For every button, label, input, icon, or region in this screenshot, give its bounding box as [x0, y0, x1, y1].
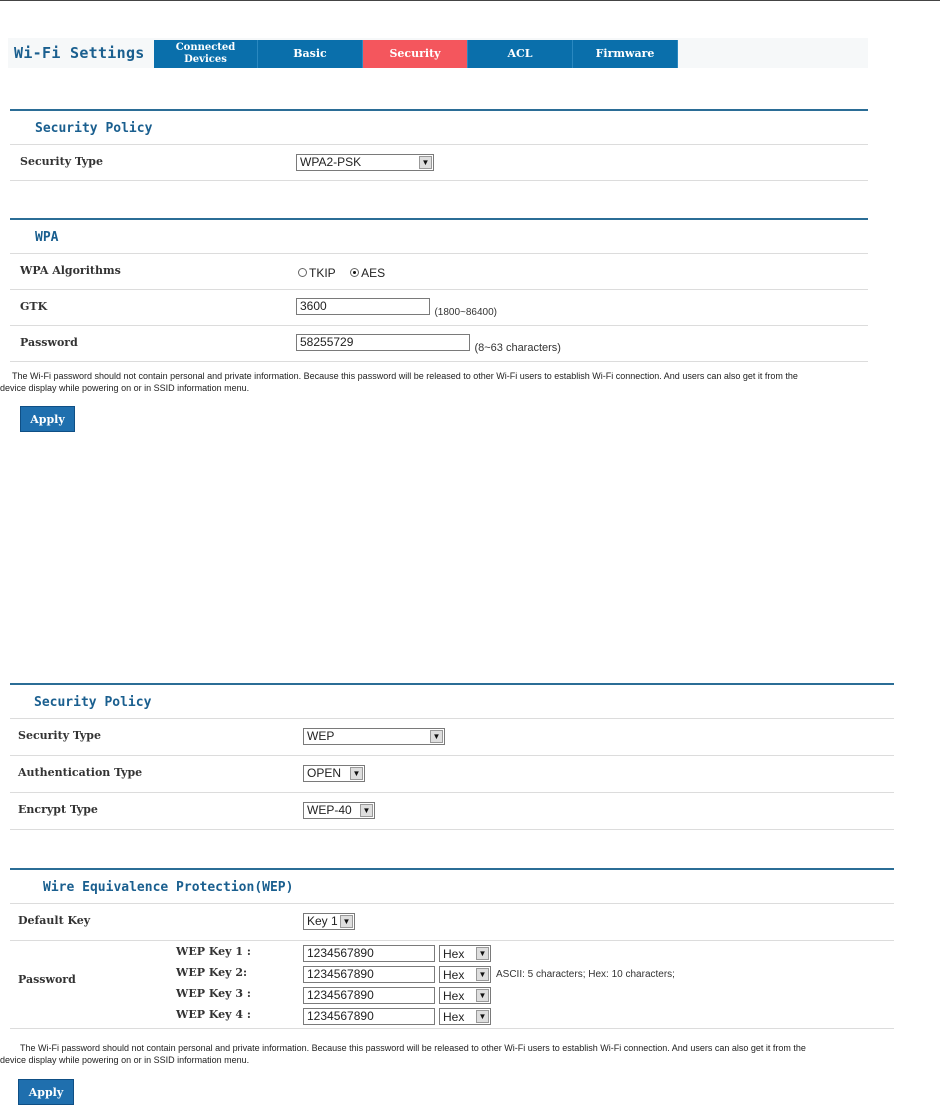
security-type-select[interactable]: WPA2-PSK ▼: [296, 154, 434, 171]
security-type-row: [10, 145, 868, 181]
wep-key-2-format-select[interactable]: Hex ▼: [439, 966, 491, 983]
wep-password-row: [10, 941, 894, 1029]
chevron-down-icon: ▼: [430, 730, 443, 743]
default-key-row: [10, 904, 894, 941]
tab-acl[interactable]: ACL: [468, 40, 573, 68]
wep-key-3-input[interactable]: 1234567890: [303, 987, 435, 1004]
aes-label: AES: [361, 265, 386, 280]
gtk-hint: (1800~86400): [434, 307, 498, 318]
encrypt-type-select[interactable]: WEP-40 ▼: [303, 802, 375, 819]
apply-button[interactable]: Apply: [20, 406, 75, 432]
security-policy-section: [10, 109, 868, 181]
security-policy-section: [10, 683, 894, 830]
password-row: [10, 326, 868, 362]
wep-key-1-input[interactable]: 1234567890: [303, 945, 435, 962]
chevron-down-icon: ▼: [419, 156, 432, 169]
tab-firmware[interactable]: Firmware: [573, 40, 678, 68]
tab-security[interactable]: Security: [363, 40, 468, 68]
section-title: Wire Equivalence Protection(WEP): [10, 868, 894, 904]
wep-key-1-format-select[interactable]: Hex ▼: [439, 945, 491, 962]
tab-basic[interactable]: Basic: [258, 40, 363, 68]
wep-key-1-label: WEP Key 1 :: [176, 945, 251, 958]
wep-section: [10, 868, 894, 1029]
wep-key-4-input[interactable]: 1234567890: [303, 1008, 435, 1025]
default-key-label: Default Key: [18, 914, 91, 927]
security-type-row: [10, 719, 894, 756]
gtk-input[interactable]: 3600: [296, 298, 430, 315]
wep-key-3-format-select[interactable]: Hex ▼: [439, 987, 491, 1004]
security-type-select[interactable]: WEP ▼: [303, 728, 445, 745]
wep-key-4-label: WEP Key 4 :: [176, 1008, 251, 1021]
password-label: Password: [18, 973, 76, 986]
top-border: [0, 0, 940, 1]
section-title: Security Policy: [10, 683, 894, 719]
apply-button[interactable]: Apply: [18, 1079, 74, 1105]
password-input[interactable]: 58255729: [296, 334, 470, 351]
chevron-down-icon: ▼: [476, 989, 489, 1002]
tab-connected-devices[interactable]: Connected Devices: [154, 40, 258, 68]
section-title: WPA: [10, 218, 868, 254]
wep-key-2-label: WEP Key 2:: [176, 966, 248, 979]
wpa-section: [10, 218, 868, 362]
chevron-down-icon: ▼: [360, 804, 373, 817]
wep-key-2-input[interactable]: 1234567890: [303, 966, 435, 983]
wpa-algorithms-row: [10, 254, 868, 290]
password-note: The Wi-Fi password should not contain personal and private information. Because this password will be released to other Wi-Fi users to establish Wi-Fi connection. And users can also get it from the device display while powering on or in SSID information menu.: [0, 371, 798, 393]
gtk-row: [10, 290, 868, 326]
encrypt-type-label: Encrypt Type: [18, 803, 98, 816]
authentication-type-label: Authentication Type: [18, 766, 143, 779]
chevron-down-icon: ▼: [340, 915, 353, 928]
password-hint: (8~63 characters): [474, 342, 561, 354]
wep-key-3-label: WEP Key 3 :: [176, 987, 251, 1000]
wep-key-4-format-select[interactable]: Hex ▼: [439, 1008, 491, 1025]
authentication-type-row: [10, 756, 894, 793]
gtk-label: GTK: [20, 300, 48, 313]
wpa-algorithms-label: WPA Algorithms: [20, 264, 121, 277]
wifi-settings-header: [8, 38, 868, 68]
page-title: Wi-Fi Settings: [14, 44, 145, 62]
chevron-down-icon: ▼: [476, 1010, 489, 1023]
password-note: The Wi-Fi password should not contain personal and private information. Because this password will be released to other Wi-Fi users to establish Wi-Fi connection. And users can also get it from the device display while powering on or in SSID information menu.: [0, 1043, 806, 1065]
tkip-label: TKIP: [309, 265, 336, 280]
chevron-down-icon: ▼: [476, 968, 489, 981]
aes-radio[interactable]: [350, 268, 359, 277]
chevron-down-icon: ▼: [476, 947, 489, 960]
section-title: Security Policy: [10, 109, 868, 145]
default-key-select[interactable]: Key 1 ▼: [303, 913, 355, 930]
tab-bar: [154, 40, 678, 68]
password-label: Password: [20, 336, 78, 349]
encrypt-type-row: [10, 793, 894, 830]
chevron-down-icon: ▼: [350, 767, 363, 780]
security-type-label: Security Type: [20, 155, 103, 168]
authentication-type-select[interactable]: OPEN ▼: [303, 765, 365, 782]
tkip-radio[interactable]: [298, 268, 307, 277]
wep-key-hint: ASCII: 5 characters; Hex: 10 characters;: [496, 969, 675, 980]
security-type-label: Security Type: [18, 729, 101, 742]
